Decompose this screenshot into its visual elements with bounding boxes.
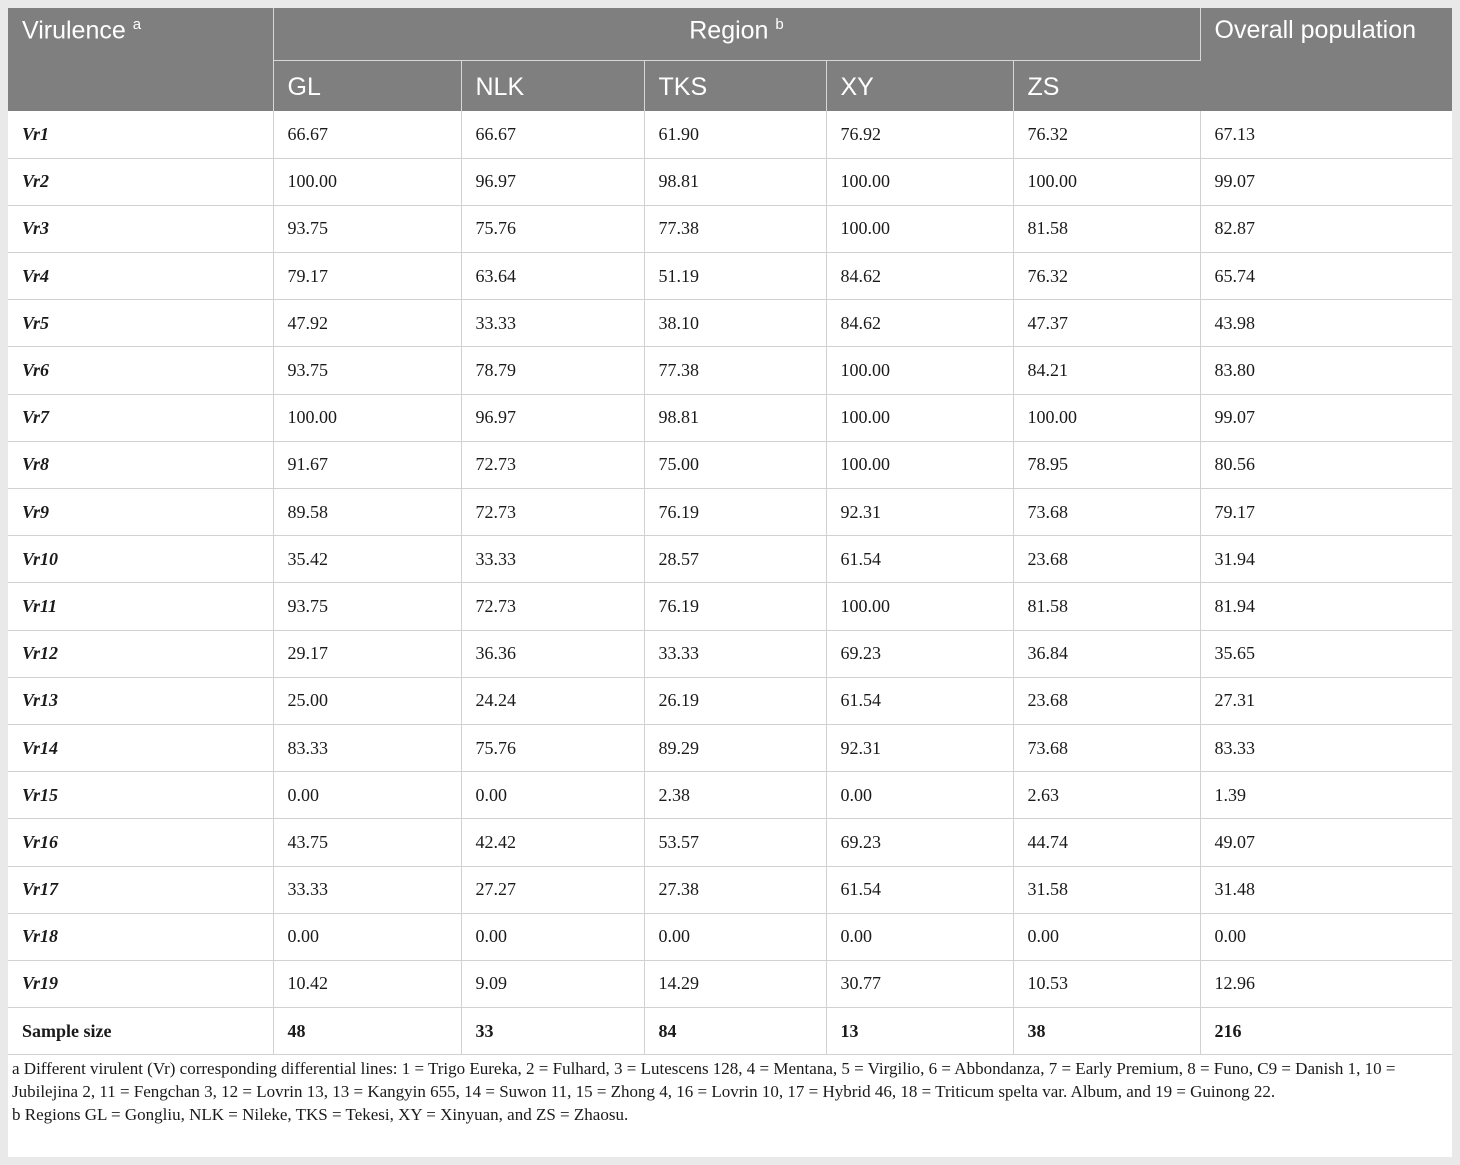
region-value-cell: 2.63 [1013,772,1200,819]
region-value-cell: 47.37 [1013,300,1200,347]
virulence-name-cell: Vr6 [8,347,273,394]
table-row [8,866,1452,913]
region-value-cell: 100.00 [1013,394,1200,441]
table-row [8,630,1452,677]
region-value-cell: 92.31 [826,724,1013,771]
region-value-cell: 36.36 [461,630,644,677]
table-row [8,677,1452,724]
table-row [8,819,1452,866]
region-value-cell: 84.62 [826,253,1013,300]
region-footnote-marker: b [775,16,784,33]
region-value-cell: 76.19 [644,489,826,536]
region-value-cell: 72.73 [461,441,644,488]
region-value-cell: 42.42 [461,819,644,866]
region-value-cell: 35.42 [273,536,461,583]
region-value-cell: 75.76 [461,205,644,252]
region-column-header: NLK [461,60,644,111]
region-value-cell: 77.38 [644,347,826,394]
virulence-name-cell: Vr13 [8,677,273,724]
region-value-cell: 33.33 [273,866,461,913]
region-value-cell: 31.58 [1013,866,1200,913]
region-value-cell: 66.67 [461,111,644,158]
region-value-cell: 91.67 [273,441,461,488]
region-value-cell: 75.76 [461,724,644,771]
region-value-cell: 100.00 [273,158,461,205]
overall-population-header: Overall population [1200,8,1452,111]
overall-value-cell: 99.07 [1200,394,1452,441]
virulence-name-cell: Vr12 [8,630,273,677]
region-header: Region $^b$ [273,8,1200,60]
overall-value-cell: 67.13 [1200,111,1452,158]
table-row [8,158,1452,205]
region-value-cell: 36.84 [1013,630,1200,677]
virulence-name-cell: Vr3 [8,205,273,252]
region-value-cell: 63.64 [461,253,644,300]
region-column-header: TKS [644,60,826,111]
region-value-cell: 79.17 [273,253,461,300]
overall-value-cell: 99.07 [1200,158,1452,205]
region-value-cell: 0.00 [644,913,826,960]
footnote-a: a Different virulent (Vr) corresponding differential lines: 1 = Trigo Eureka, 2 = Fulhard, 3 = Lutescens 128, 4 = Mentana, 5 = Virgilio, 6 = Abbondanza, 7 = Early Premium, 8 = Funo, C9 = Danish 1, 10 = Jubilejina 2, 11 = Fengchan 3, 12 = Lovrin 13, 13 = Kangyin 655, 14 = Suwon 11, 15 = Zhong 4, 16 = Lovrin 10, 17 = Hybrid 46, 18 = Triticum spelta var. Album, and 19 = Guinong 22. [12,1059,1396,1102]
region-value-cell: 96.97 [461,158,644,205]
region-value-cell: 10.53 [1013,960,1200,1007]
sample-size-row [8,1008,1452,1055]
table-row [8,489,1452,536]
overall-value-cell: 31.48 [1200,866,1452,913]
overall-value-cell: 12.96 [1200,960,1452,1007]
region-value-cell: 100.00 [826,583,1013,630]
sample-size-label: Sample size [8,1008,273,1055]
overall-value-cell: 35.65 [1200,630,1452,677]
overall-value-cell: 43.98 [1200,300,1452,347]
region-value-cell: 76.92 [826,111,1013,158]
region-value-cell: 81.58 [1013,205,1200,252]
region-value-cell: 84.62 [826,300,1013,347]
region-value-cell: 61.90 [644,111,826,158]
region-value-cell: 100.00 [826,441,1013,488]
region-value-cell: 92.31 [826,489,1013,536]
table-body [8,111,1452,1055]
virulence-name-cell: Vr5 [8,300,273,347]
region-value-cell: 93.75 [273,583,461,630]
table-row [8,913,1452,960]
region-value-cell: 98.81 [644,158,826,205]
table-row [8,300,1452,347]
region-value-cell: 89.58 [273,489,461,536]
region-value-cell: 25.00 [273,677,461,724]
table-row [8,441,1452,488]
region-value-cell: 10.42 [273,960,461,1007]
overall-value-cell: 79.17 [1200,489,1452,536]
overall-value-cell: 83.33 [1200,724,1452,771]
virulence-table [8,8,1452,1055]
region-value-cell: 27.27 [461,866,644,913]
region-value-cell: 0.00 [461,772,644,819]
region-value-cell: 100.00 [826,158,1013,205]
overall-value-cell: 0.00 [1200,913,1452,960]
overall-value-cell: 80.56 [1200,441,1452,488]
region-value-cell: 23.68 [1013,536,1200,583]
sample-size-cell: 13 [826,1008,1013,1055]
region-value-cell: 26.19 [644,677,826,724]
virulence-name-cell: Vr11 [8,583,273,630]
table-row [8,960,1452,1007]
region-column-header: XY [826,60,1013,111]
region-value-cell: 73.68 [1013,489,1200,536]
virulence-name-cell: Vr18 [8,913,273,960]
region-value-cell: 78.95 [1013,441,1200,488]
virulence-name-cell: Vr2 [8,158,273,205]
table-frame [8,8,1452,1157]
table-row [8,111,1452,158]
region-value-cell: 76.32 [1013,111,1200,158]
region-value-cell: 100.00 [1013,158,1200,205]
table-row [8,347,1452,394]
overall-value-cell: 82.87 [1200,205,1452,252]
region-value-cell: 83.33 [273,724,461,771]
overall-value-cell: 83.80 [1200,347,1452,394]
virulence-name-cell: Vr4 [8,253,273,300]
region-column-header: GL [273,60,461,111]
overall-value-cell: 27.31 [1200,677,1452,724]
region-value-cell: 93.75 [273,347,461,394]
region-value-cell: 81.58 [1013,583,1200,630]
sample-size-cell: 84 [644,1008,826,1055]
virulence-header: Virulence $^a$ [8,8,273,111]
region-value-cell: 0.00 [1013,913,1200,960]
region-value-cell: 100.00 [826,394,1013,441]
region-value-cell: 76.32 [1013,253,1200,300]
region-value-cell: 44.74 [1013,819,1200,866]
region-value-cell: 69.23 [826,819,1013,866]
region-value-cell: 28.57 [644,536,826,583]
region-value-cell: 77.38 [644,205,826,252]
sample-size-overall-cell: 216 [1200,1008,1452,1055]
virulence-footnote-marker: a [132,16,142,33]
virulence-name-cell: Vr7 [8,394,273,441]
virulence-name-cell: Vr16 [8,819,273,866]
region-value-cell: 0.00 [273,913,461,960]
overall-value-cell: 81.94 [1200,583,1452,630]
region-value-cell: 84.21 [1013,347,1200,394]
region-value-cell: 24.24 [461,677,644,724]
table-row [8,205,1452,252]
table-row [8,724,1452,771]
region-value-cell: 66.67 [273,111,461,158]
virulence-name-cell: Vr10 [8,536,273,583]
region-value-cell: 100.00 [826,347,1013,394]
region-value-cell: 89.29 [644,724,826,771]
region-value-cell: 61.54 [826,536,1013,583]
virulence-name-cell: Vr8 [8,441,273,488]
region-value-cell: 30.77 [826,960,1013,1007]
sample-size-cell: 38 [1013,1008,1200,1055]
overall-value-cell: 49.07 [1200,819,1452,866]
region-value-cell: 72.73 [461,583,644,630]
overall-value-cell: 31.94 [1200,536,1452,583]
region-value-cell: 96.97 [461,394,644,441]
virulence-name-cell: Vr17 [8,866,273,913]
table-row [8,394,1452,441]
table-row [8,536,1452,583]
table-row [8,772,1452,819]
table-row [8,583,1452,630]
region-value-cell: 69.23 [826,630,1013,677]
sample-size-cell: 33 [461,1008,644,1055]
region-value-cell: 72.73 [461,489,644,536]
footnote-b: b Regions GL = Gongliu, NLK = Nileke, TKS = Tekesi, XY = Xinyuan, and ZS = Zhaosu. [12,1105,629,1125]
region-value-cell: 76.19 [644,583,826,630]
virulence-name-cell: Vr9 [8,489,273,536]
overall-value-cell: 65.74 [1200,253,1452,300]
region-value-cell: 9.09 [461,960,644,1007]
sample-size-cell: 48 [273,1008,461,1055]
region-value-cell: 38.10 [644,300,826,347]
region-value-cell: 78.79 [461,347,644,394]
region-value-cell: 0.00 [461,913,644,960]
region-value-cell: 14.29 [644,960,826,1007]
region-value-cell: 47.92 [273,300,461,347]
region-value-cell: 51.19 [644,253,826,300]
region-value-cell: 33.33 [644,630,826,677]
region-value-cell: 23.68 [1013,677,1200,724]
overall-value-cell: 1.39 [1200,772,1452,819]
region-value-cell: 29.17 [273,630,461,677]
table-row [8,253,1452,300]
region-value-cell: 75.00 [644,441,826,488]
footnotes [8,1055,1452,1126]
region-value-cell: 100.00 [273,394,461,441]
region-value-cell: 100.00 [826,205,1013,252]
virulence-name-cell: Vr19 [8,960,273,1007]
region-column-header: ZS [1013,60,1200,111]
region-value-cell: 73.68 [1013,724,1200,771]
region-value-cell: 33.33 [461,536,644,583]
region-value-cell: 2.38 [644,772,826,819]
virulence-name-cell: Vr14 [8,724,273,771]
region-value-cell: 0.00 [826,772,1013,819]
region-value-cell: 53.57 [644,819,826,866]
virulence-name-cell: Vr1 [8,111,273,158]
virulence-name-cell: Vr15 [8,772,273,819]
region-value-cell: 0.00 [826,913,1013,960]
region-value-cell: 33.33 [461,300,644,347]
region-value-cell: 27.38 [644,866,826,913]
table-header [8,8,1452,111]
region-value-cell: 61.54 [826,866,1013,913]
region-value-cell: 93.75 [273,205,461,252]
region-value-cell: 0.00 [273,772,461,819]
region-value-cell: 98.81 [644,394,826,441]
region-value-cell: 43.75 [273,819,461,866]
region-value-cell: 61.54 [826,677,1013,724]
